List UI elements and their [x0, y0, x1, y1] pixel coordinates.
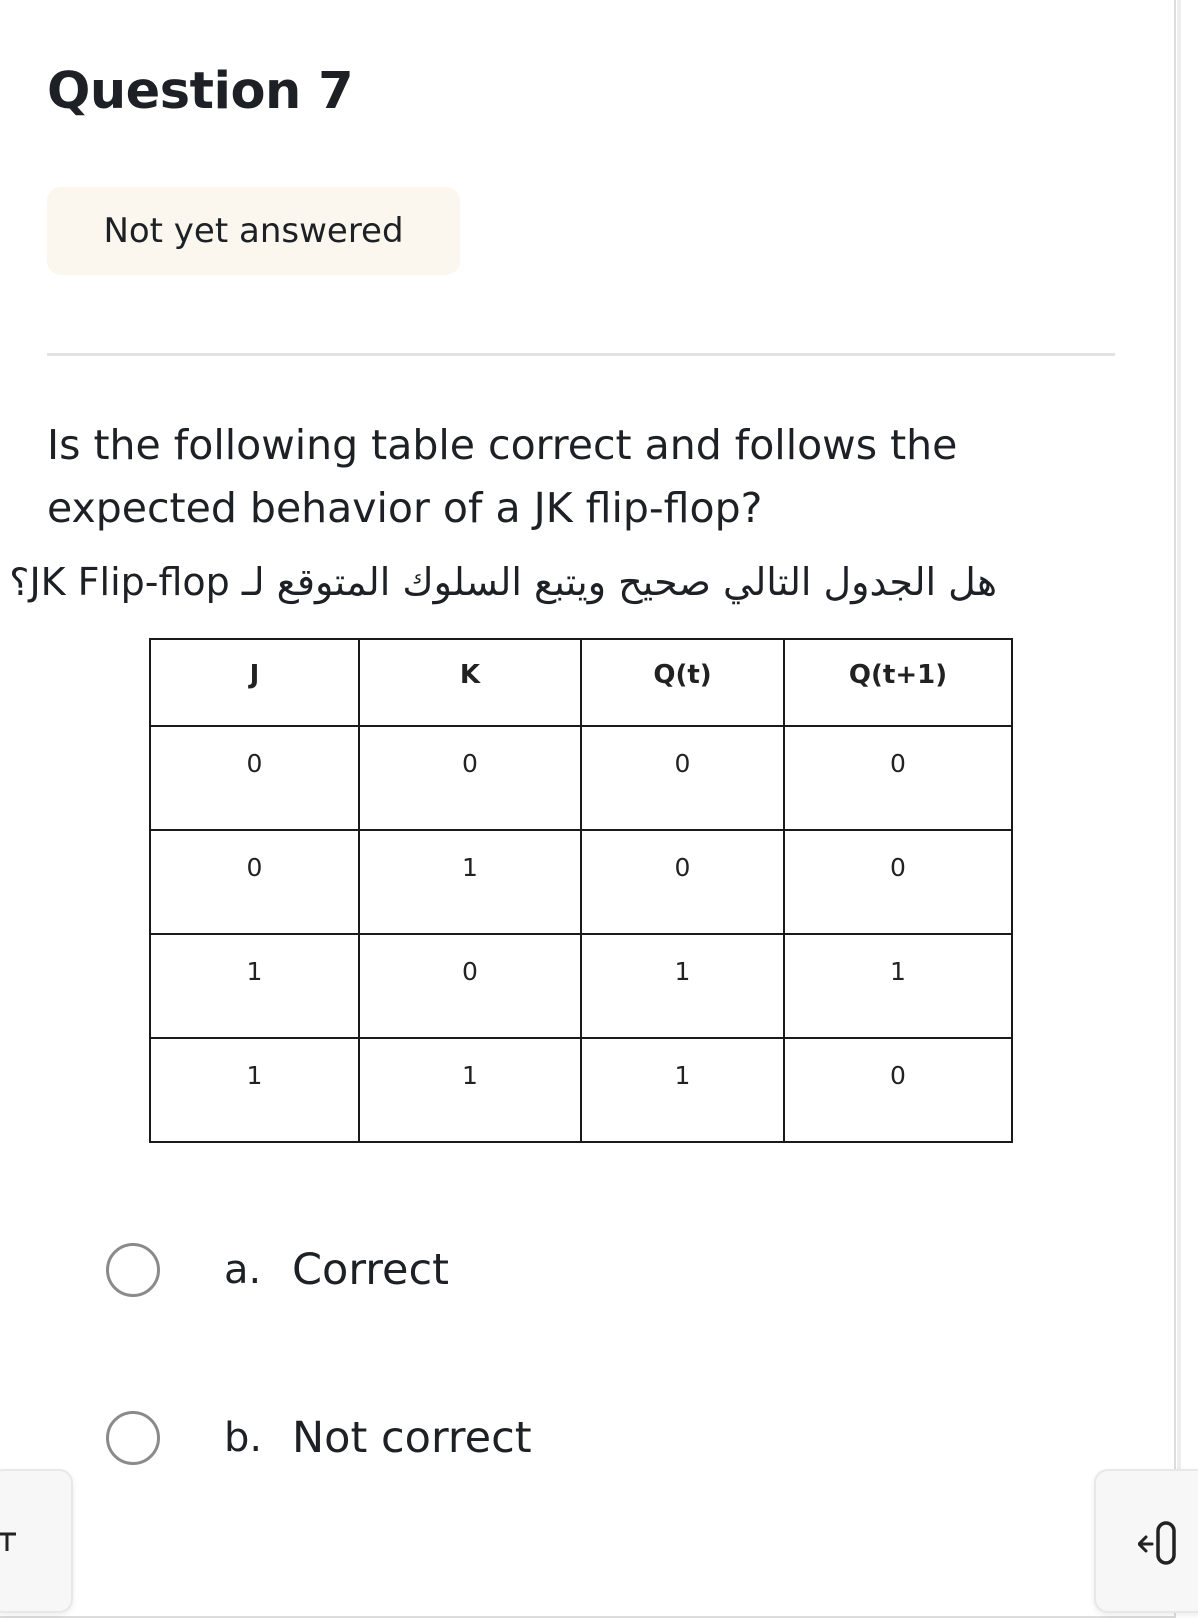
radio-button-b[interactable] [106, 1411, 160, 1465]
divider [47, 353, 1115, 356]
table-cell: 1 [359, 830, 581, 934]
next-arrow-icon [1138, 1519, 1184, 1569]
table-row [150, 1038, 1012, 1142]
table-cell: 0 [359, 726, 581, 830]
table-cell: 0 [784, 830, 1012, 934]
table-header-cell: Q(t+1) [784, 639, 1012, 726]
radio-button-a[interactable] [106, 1243, 160, 1297]
table-cell: 1 [581, 934, 784, 1038]
question-text-english: Is the following table correct and follows the expected behavior of a JK flip-flop? [47, 421, 958, 532]
question-title: Question 7 [47, 62, 354, 121]
table-cell: 1 [359, 1038, 581, 1142]
answer-option-a[interactable] [106, 1243, 449, 1297]
table-cell: 1 [784, 934, 1012, 1038]
question-text-arabic: هل الجدول التالي صحيح ويتبع السلوك المتوقع لـ JK Flip-flop؟ [9, 560, 997, 604]
table-cell: 0 [150, 726, 359, 830]
card-right-edge [1177, 0, 1181, 1599]
option-letter: a. [224, 1247, 262, 1293]
next-page-button[interactable] [1094, 1469, 1198, 1613]
previous-page-button[interactable] [0, 1469, 73, 1613]
table-cell: 0 [150, 830, 359, 934]
table-header-cell: K [359, 639, 581, 726]
previous-arrow-icon [0, 1531, 18, 1553]
table-cell: 1 [150, 934, 359, 1038]
table-header-row [150, 639, 1012, 726]
table-cell: 0 [581, 830, 784, 934]
table-row [150, 830, 1012, 934]
jk-truth-table [149, 638, 1013, 1143]
table-row [150, 934, 1012, 1038]
table-row [150, 726, 1012, 830]
table-header-cell: J [150, 639, 359, 726]
option-label[interactable]: Not correct [292, 1413, 532, 1463]
question-state-badge [47, 187, 460, 275]
table-header-cell: Q(t) [581, 639, 784, 726]
table-cell: 1 [150, 1038, 359, 1142]
question-state-label: Not yet answered [103, 211, 404, 251]
option-label[interactable]: Correct [292, 1245, 449, 1295]
answer-option-b[interactable] [106, 1411, 532, 1465]
table-cell: 0 [784, 1038, 1012, 1142]
table-cell: 0 [784, 726, 1012, 830]
table-cell: 0 [581, 726, 784, 830]
table-cell: 1 [581, 1038, 784, 1142]
option-letter: b. [224, 1415, 263, 1461]
table-cell: 0 [359, 934, 581, 1038]
